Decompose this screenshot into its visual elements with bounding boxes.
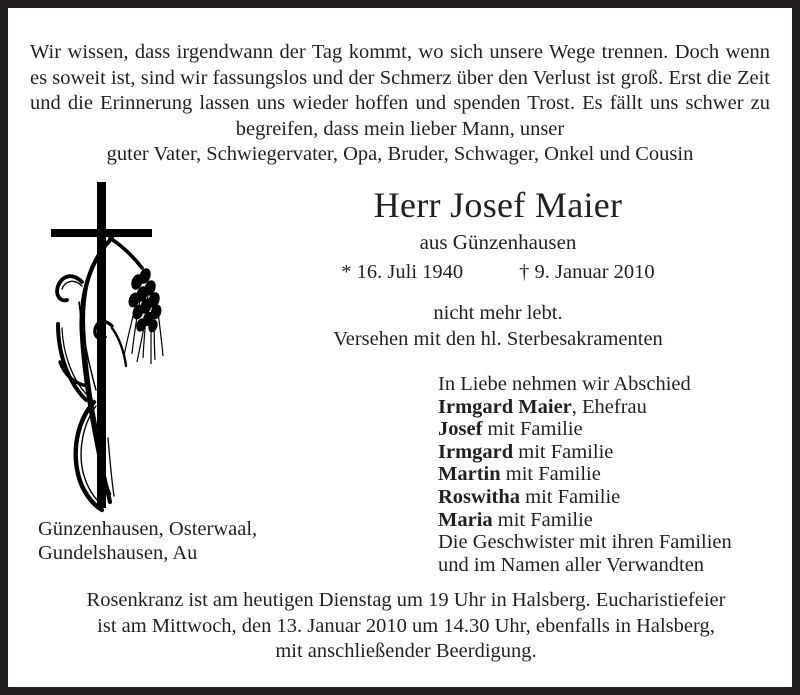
wheat-leaf-upper-left-inner xyxy=(62,281,82,289)
mourner-entry xyxy=(438,396,788,419)
places-line-2: Gundelshausen, Au xyxy=(38,542,198,564)
service-details-block xyxy=(30,588,782,665)
service-line-1: Rosenkranz ist am heutigen Dienstag um 19 Uhr in Halsberg. Eucharistiefeier xyxy=(86,589,726,611)
intro-line-2: Doch wenn es soweit ist, sind wir fassungslos und der Schmerz über den xyxy=(30,41,770,89)
mourner-relation: , Ehefrau xyxy=(571,395,647,418)
deceased-origin: aus Günzenhausen xyxy=(419,230,577,254)
cross-horizontal-bar xyxy=(51,229,152,237)
deceased-dates xyxy=(208,258,788,286)
mourners-closing-line-1: Die Geschwister mit ihren Familien xyxy=(438,531,732,554)
wheat-leaf-upper-left xyxy=(57,276,82,300)
places-block xyxy=(38,517,418,565)
intro-paragraph xyxy=(30,40,770,168)
mourner-entry xyxy=(438,486,788,509)
mourner-entry xyxy=(438,441,788,464)
death-date: † 9. Januar 2010 xyxy=(519,261,655,283)
intro-last-line: guter Vater, Schwiegervater, Opa, Bruder, Schwager, Onkel und Cousin xyxy=(106,143,694,165)
wheat-tendril-right-tail xyxy=(112,328,126,366)
wheat-ear-branch xyxy=(110,238,142,268)
mourners-closing-line-2: und im Namen aller Verwandten xyxy=(438,553,705,576)
mourner-name: Irmgard xyxy=(438,440,514,463)
deceased-block xyxy=(208,184,788,352)
places-line-1: Günzenhausen, Osterwaal, xyxy=(38,518,258,540)
deceased-name: Herr Josef Maier xyxy=(373,185,623,225)
wheat-main-stalk xyxy=(82,238,112,502)
mourners-block xyxy=(438,373,788,576)
mourner-relation: mit Familie xyxy=(492,508,593,531)
mourner-entry xyxy=(438,463,788,486)
notice-inner xyxy=(8,8,792,687)
mourner-name: Irmgard Maier xyxy=(438,395,572,418)
mourner-name: Maria xyxy=(438,508,493,531)
service-line-2: ist am Mittwoch, den 13. Januar 2010 um 14.30 Uhr, ebenfalls in Halsberg, xyxy=(97,614,715,637)
mourner-name: Martin xyxy=(438,463,501,486)
mourner-relation: mit Familie xyxy=(482,418,583,441)
intro-line-1: Wir wissen, dass irgendwann der Tag kommt, wo sich unsere Wege trennen. xyxy=(30,41,669,63)
status-line-2: Versehen mit den hl. Sterbesakramenten xyxy=(333,328,663,350)
deceased-status xyxy=(208,300,788,352)
mourner-relation: mit Familie xyxy=(500,463,601,486)
mourner-entry xyxy=(438,418,788,441)
status-line-1: nicht mehr lebt. xyxy=(433,302,563,324)
intro-line-4: spenden Trost. Es fällt uns schwer zu begreifen, dass mein lieber Mann, unser xyxy=(235,92,771,140)
service-line-3: mit anschließender Beerdigung. xyxy=(275,640,537,662)
mourner-entry xyxy=(438,509,788,532)
mourners-heading: In Liebe nehmen wir Abschied xyxy=(438,373,691,395)
mourner-relation: mit Familie xyxy=(513,440,614,463)
mourner-relation: mit Familie xyxy=(520,485,621,508)
mourner-name: Roswitha xyxy=(438,485,521,508)
cross-with-wheat-icon xyxy=(38,176,198,516)
cross-with-wheat-svg xyxy=(38,176,198,516)
birth-date: * 16. Juli 1940 xyxy=(341,261,464,283)
intro-line-3: Verlust ist groß. Erst die Zeit und die Erinnerung lassen uns wieder hoffen und xyxy=(30,66,770,114)
wheat-blade-lower-thin xyxy=(108,438,114,496)
mourner-name: Josef xyxy=(438,418,483,441)
